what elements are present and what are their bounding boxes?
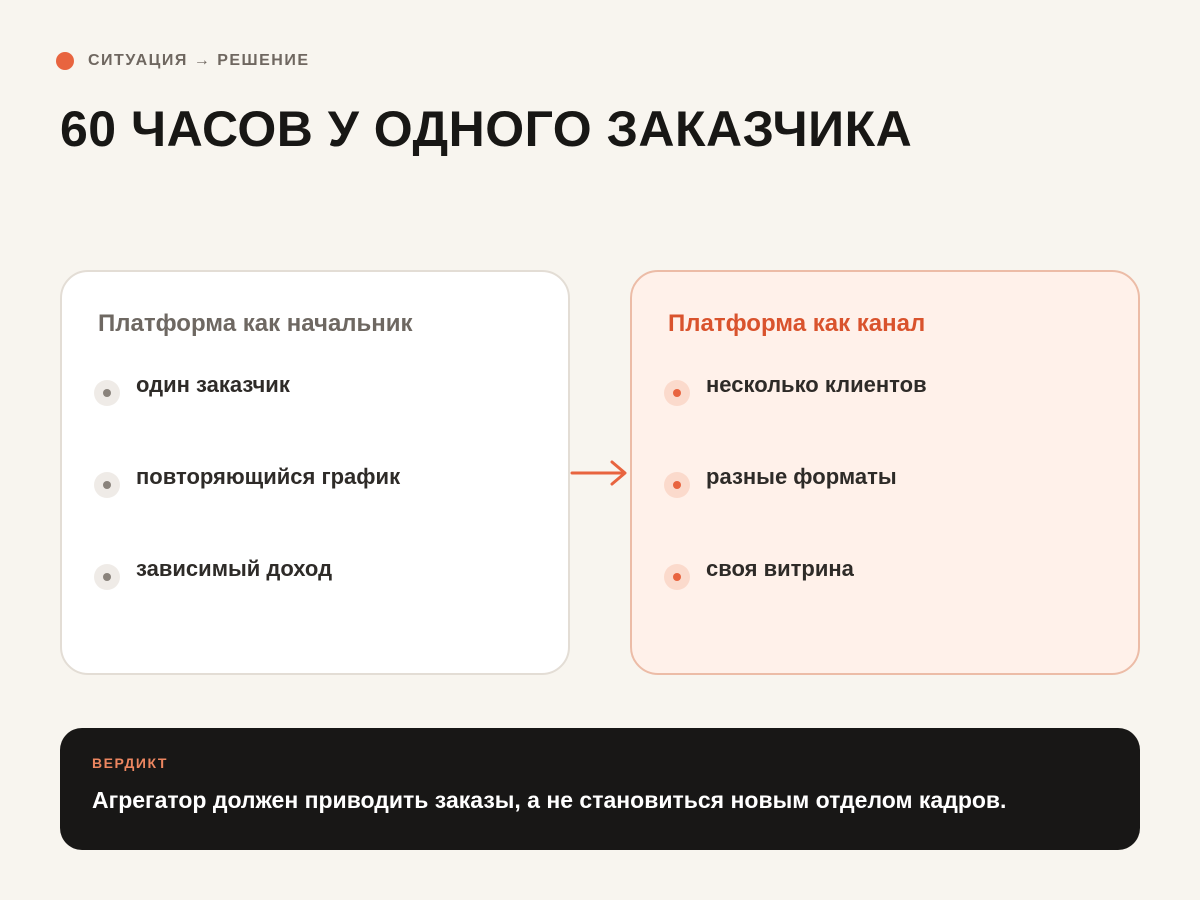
- page-title: 60 ЧАСОВ У ОДНОГО ЗАКАЗЧИКА: [60, 101, 913, 157]
- list-item: [664, 556, 854, 590]
- card-before: [60, 270, 570, 675]
- bullet-dot-icon: [94, 472, 120, 498]
- list-item-label: повторяющийся график: [136, 464, 401, 489]
- bullet-dot-icon: [664, 564, 690, 590]
- verdict-label: ВЕРДИКТ: [92, 755, 168, 771]
- card-after-title: Платформа как канал: [668, 310, 926, 337]
- list-item-label: один заказчик: [136, 372, 290, 397]
- slide-header: [56, 52, 310, 70]
- list-item: [94, 372, 290, 406]
- list-item-label: разные форматы: [706, 464, 897, 489]
- list-item: [94, 464, 400, 498]
- kicker-label: СИТУАЦИЯ → РЕШЕНИЕ: [88, 52, 310, 69]
- card-after: [630, 270, 1140, 675]
- list-item: [664, 372, 927, 406]
- dot-icon: [56, 52, 74, 70]
- bullet-dot-icon: [664, 380, 690, 406]
- list-item: [664, 464, 897, 498]
- card-before-title: Платформа как начальник: [98, 310, 413, 337]
- list-item-label: несколько клиентов: [706, 372, 927, 397]
- list-item: [94, 556, 332, 590]
- verdict-panel: [60, 728, 1140, 850]
- list-item-label: зависимый доход: [136, 556, 333, 581]
- bullet-dot-icon: [664, 472, 690, 498]
- bullet-dot-icon: [94, 380, 120, 406]
- bullet-dot-icon: [94, 564, 120, 590]
- verdict-text: Агрегатор должен приводить заказы, а не становиться новым отделом кадров.: [92, 787, 1007, 813]
- arrow-right-icon: [570, 458, 630, 488]
- list-item-label: своя витрина: [706, 556, 854, 581]
